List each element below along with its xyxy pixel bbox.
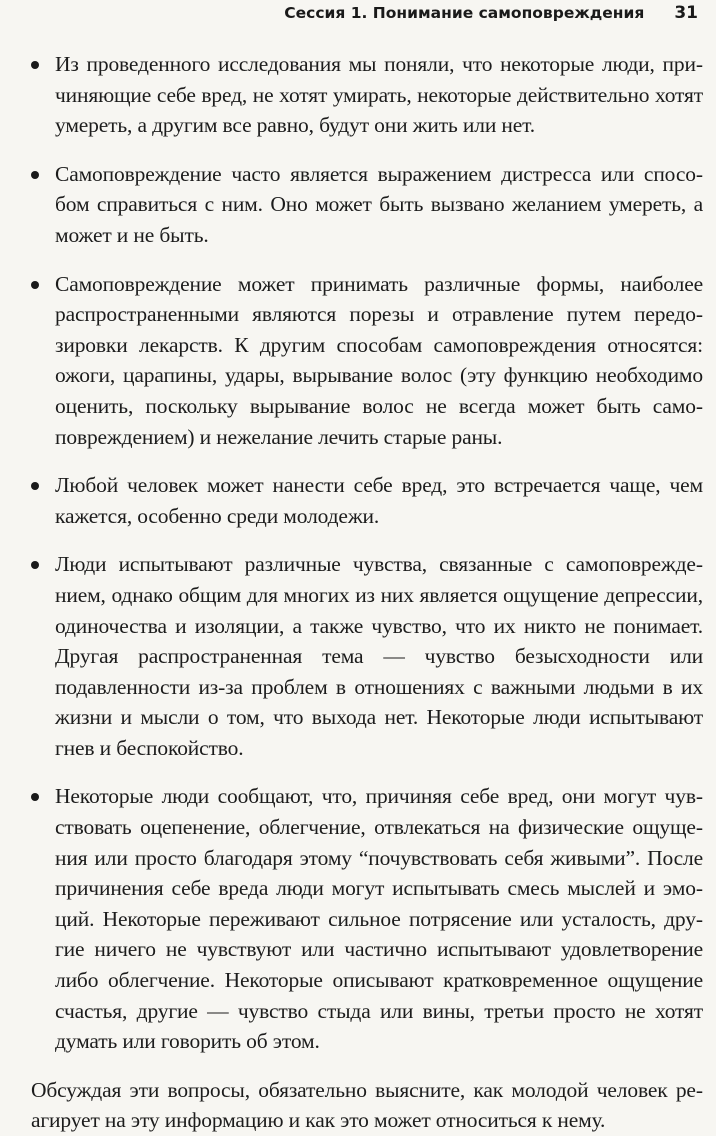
page-number: 31 [674, 3, 698, 23]
bullet-list [31, 49, 703, 1057]
bullet-text: Самоповреждение может принимать различные формы, наиболее распространенными являются порезы и отравление путем передозировки лекарств. К другим способам самоповреждения относятся: ожоги, царапины, удары, вырывание волос (эту функцию необходимо оценить, поскольку вырывание волос не всегда может быть самоповреждением) и нежелание лечить старые раны. [55, 271, 703, 449]
bullet-item [31, 549, 703, 763]
bullet-item [31, 269, 703, 453]
bullet-item [31, 49, 703, 141]
bullet-dot-icon [31, 561, 39, 569]
closing-paragraph: Обсуждая эти вопросы, обязательно выясните, как молодой человек реагирует на эту информацию и как это может относиться к нему. [31, 1077, 703, 1133]
bullet-dot-icon [31, 61, 39, 69]
bullet-text: Из проведенного исследования мы поняли, что некоторые люди, причиняющие себе вред, не хотят умирать, некоторые действительно хотят умереть, а другим все равно, будут они жить или нет. [55, 52, 703, 138]
bullet-text: Некоторые люди сообщают, что, причиняя себе вред, они могут чувствовать оцепенение, облегчение, отвлекаться на физические ощущения или просто благодаря этому “почувствовать себя живыми”. После причинения себе вреда люди могут испытывать смесь мыслей и эмоций. Некоторые переживают сильное потрясение или усталость, другие ничего не чувствуют или частично испытывают удовлетворение либо облегчение. Некоторые описывают кратковременное ощущение счастья, другие — чувство стыда или вины, третьи просто не хотят думать или говорить об этом. [55, 784, 703, 1054]
bullet-dot-icon [31, 171, 39, 179]
bullet-item [31, 159, 703, 251]
bullet-item [31, 470, 703, 531]
bullet-dot-icon [31, 482, 39, 490]
bullet-dot-icon [31, 793, 39, 801]
page-body [31, 49, 703, 1136]
running-header [284, 0, 698, 26]
bullet-dot-icon [31, 281, 39, 289]
bullet-text: Любой человек может нанести себе вред, это встречается чаще, чем кажется, особенно среди молодежи. [55, 473, 703, 528]
bullet-text: Люди испытывают различные чувства, связанные с самоповреждением, однако общим для многих из них является ощущение депрессии, одиночества и изоляции, а также чувство, что их никто не понимает. Другая распространенная тема — чувство безысходности или подавленности из-за проблем в отношениях с важными людьми в их жизни и мысли о том, что выхода нет. Некоторые люди испытывают гнев и беспокойство. [55, 552, 703, 760]
running-title: Сессия 1. Понимание самоповреждения [284, 4, 645, 22]
bullet-text: Самоповреждение часто является выражением дистресса или способом справиться с ним. Оно может быть вызвано желанием умереть, а может и не быть. [55, 161, 703, 247]
bullet-item [31, 781, 703, 1056]
